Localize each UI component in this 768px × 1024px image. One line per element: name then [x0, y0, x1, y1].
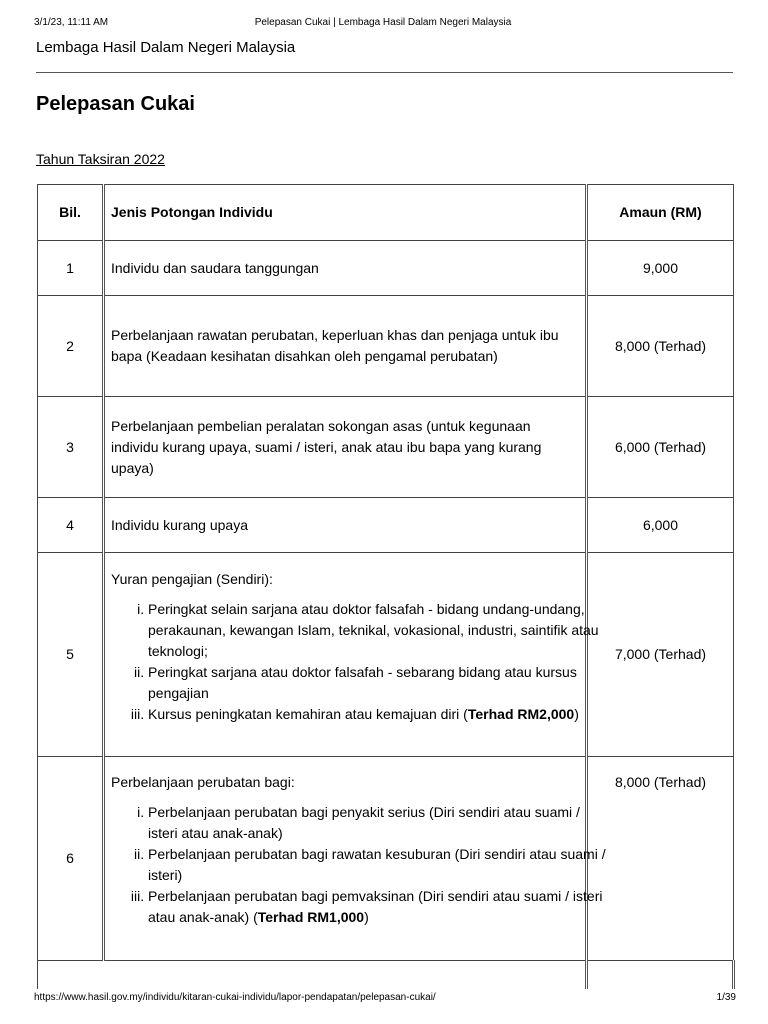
row-no: 2 — [38, 296, 104, 397]
row-desc: Perbelanjaan pembelian peralatan sokongan asas (untuk kegunaan individu kurang upaya, suami / isteri, anak atau ibu bapa yang kurang upaya) — [104, 397, 587, 498]
continued-cell — [38, 961, 587, 989]
row-desc: Individu dan saudara tanggungan — [104, 241, 587, 296]
list-item: ii. Perbelanjaan perubatan bagi rawatan kesuburan (Diri sendiri atau suami / isteri) — [148, 844, 612, 886]
row-amount: 8,000 (Terhad) — [587, 296, 734, 397]
row-desc-intro: Perbelanjaan perubatan bagi: — [111, 774, 295, 790]
row-desc — [104, 757, 606, 961]
row-desc — [104, 553, 599, 757]
print-footer — [34, 992, 736, 1003]
table-row — [38, 241, 734, 296]
header-divider — [36, 72, 733, 73]
cap-note: Terhad RM1,000 — [257, 909, 365, 925]
row-amount: 8,000 (Terhad) — [587, 757, 734, 961]
row-desc: Individu kurang upaya — [104, 498, 587, 553]
table-row — [38, 553, 734, 757]
row-no: 4 — [38, 498, 104, 553]
row-desc-intro: Yuran pengajian (Sendiri): — [111, 571, 273, 587]
row-amount: 7,000 (Terhad) — [587, 553, 734, 757]
table-row-continued — [38, 961, 734, 989]
table-row — [38, 397, 734, 498]
list-item: i. Peringkat selain sarjana atau doktor falsafah - bidang undang-undang, perakaunan, kewangan Islam, teknikal, vokasional, industri, saintifik atau teknologi; — [148, 599, 612, 662]
relief-table — [37, 184, 735, 989]
list-item: ii. Peringkat sarjana atau doktor falsafah - sebarang bidang atau kursus pengajian — [148, 662, 612, 704]
sub-list — [111, 599, 599, 725]
header-type: Jenis Potongan Individu — [104, 185, 587, 241]
sub-list — [111, 802, 606, 928]
page-number: 1/39 — [716, 992, 736, 1003]
year-link[interactable]: Tahun Taksiran 2022 — [36, 151, 165, 167]
table-row — [38, 296, 734, 397]
site-name: Lembaga Hasil Dalam Negeri Malaysia — [36, 39, 296, 56]
print-doc-title: Pelepasan Cukai | Lembaga Hasil Dalam Negeri Malaysia — [254, 17, 512, 28]
list-item: i. Perbelanjaan perubatan bagi penyakit serius (Diri sendiri atau suami / isteri atau anak-anak) — [148, 802, 612, 844]
row-amount: 6,000 — [587, 498, 734, 553]
row-desc: Perbelanjaan rawatan perubatan, keperluan khas dan penjaga untuk ibu bapa (Keadaan kesihatan disahkan oleh pengamal perubatan) — [104, 296, 587, 397]
print-datetime: 3/1/23, 11:11 AM — [34, 17, 109, 28]
print-header — [34, 17, 732, 28]
continued-cell — [587, 961, 734, 989]
row-no: 1 — [38, 241, 104, 296]
page-title: Pelepasan Cukai — [36, 93, 195, 115]
page-url: https://www.hasil.gov.my/individu/kitaran-cukai-individu/lapor-pendapatan/pelepasan-cukai/ — [34, 992, 436, 1003]
header-no: Bil. — [38, 185, 104, 241]
row-no: 3 — [38, 397, 104, 498]
header-amount: Amaun (RM) — [587, 185, 734, 241]
row-no: 5 — [38, 553, 104, 757]
row-amount: 6,000 (Terhad) — [587, 397, 734, 498]
cap-note: Terhad RM2,000 — [467, 706, 575, 722]
list-item: iii. Kursus peningkatan kemahiran atau kemajuan diri (Terhad RM2,000) — [148, 704, 612, 725]
list-item: iii. Perbelanjaan perubatan bagi pemvaksinan (Diri sendiri atau suami / isteri atau anak-anak) (Terhad RM1,000) — [148, 886, 612, 928]
table-header-row — [38, 185, 734, 241]
table-row — [38, 498, 734, 553]
row-amount: 9,000 — [587, 241, 734, 296]
row-no: 6 — [38, 757, 104, 961]
table-row — [38, 757, 734, 961]
